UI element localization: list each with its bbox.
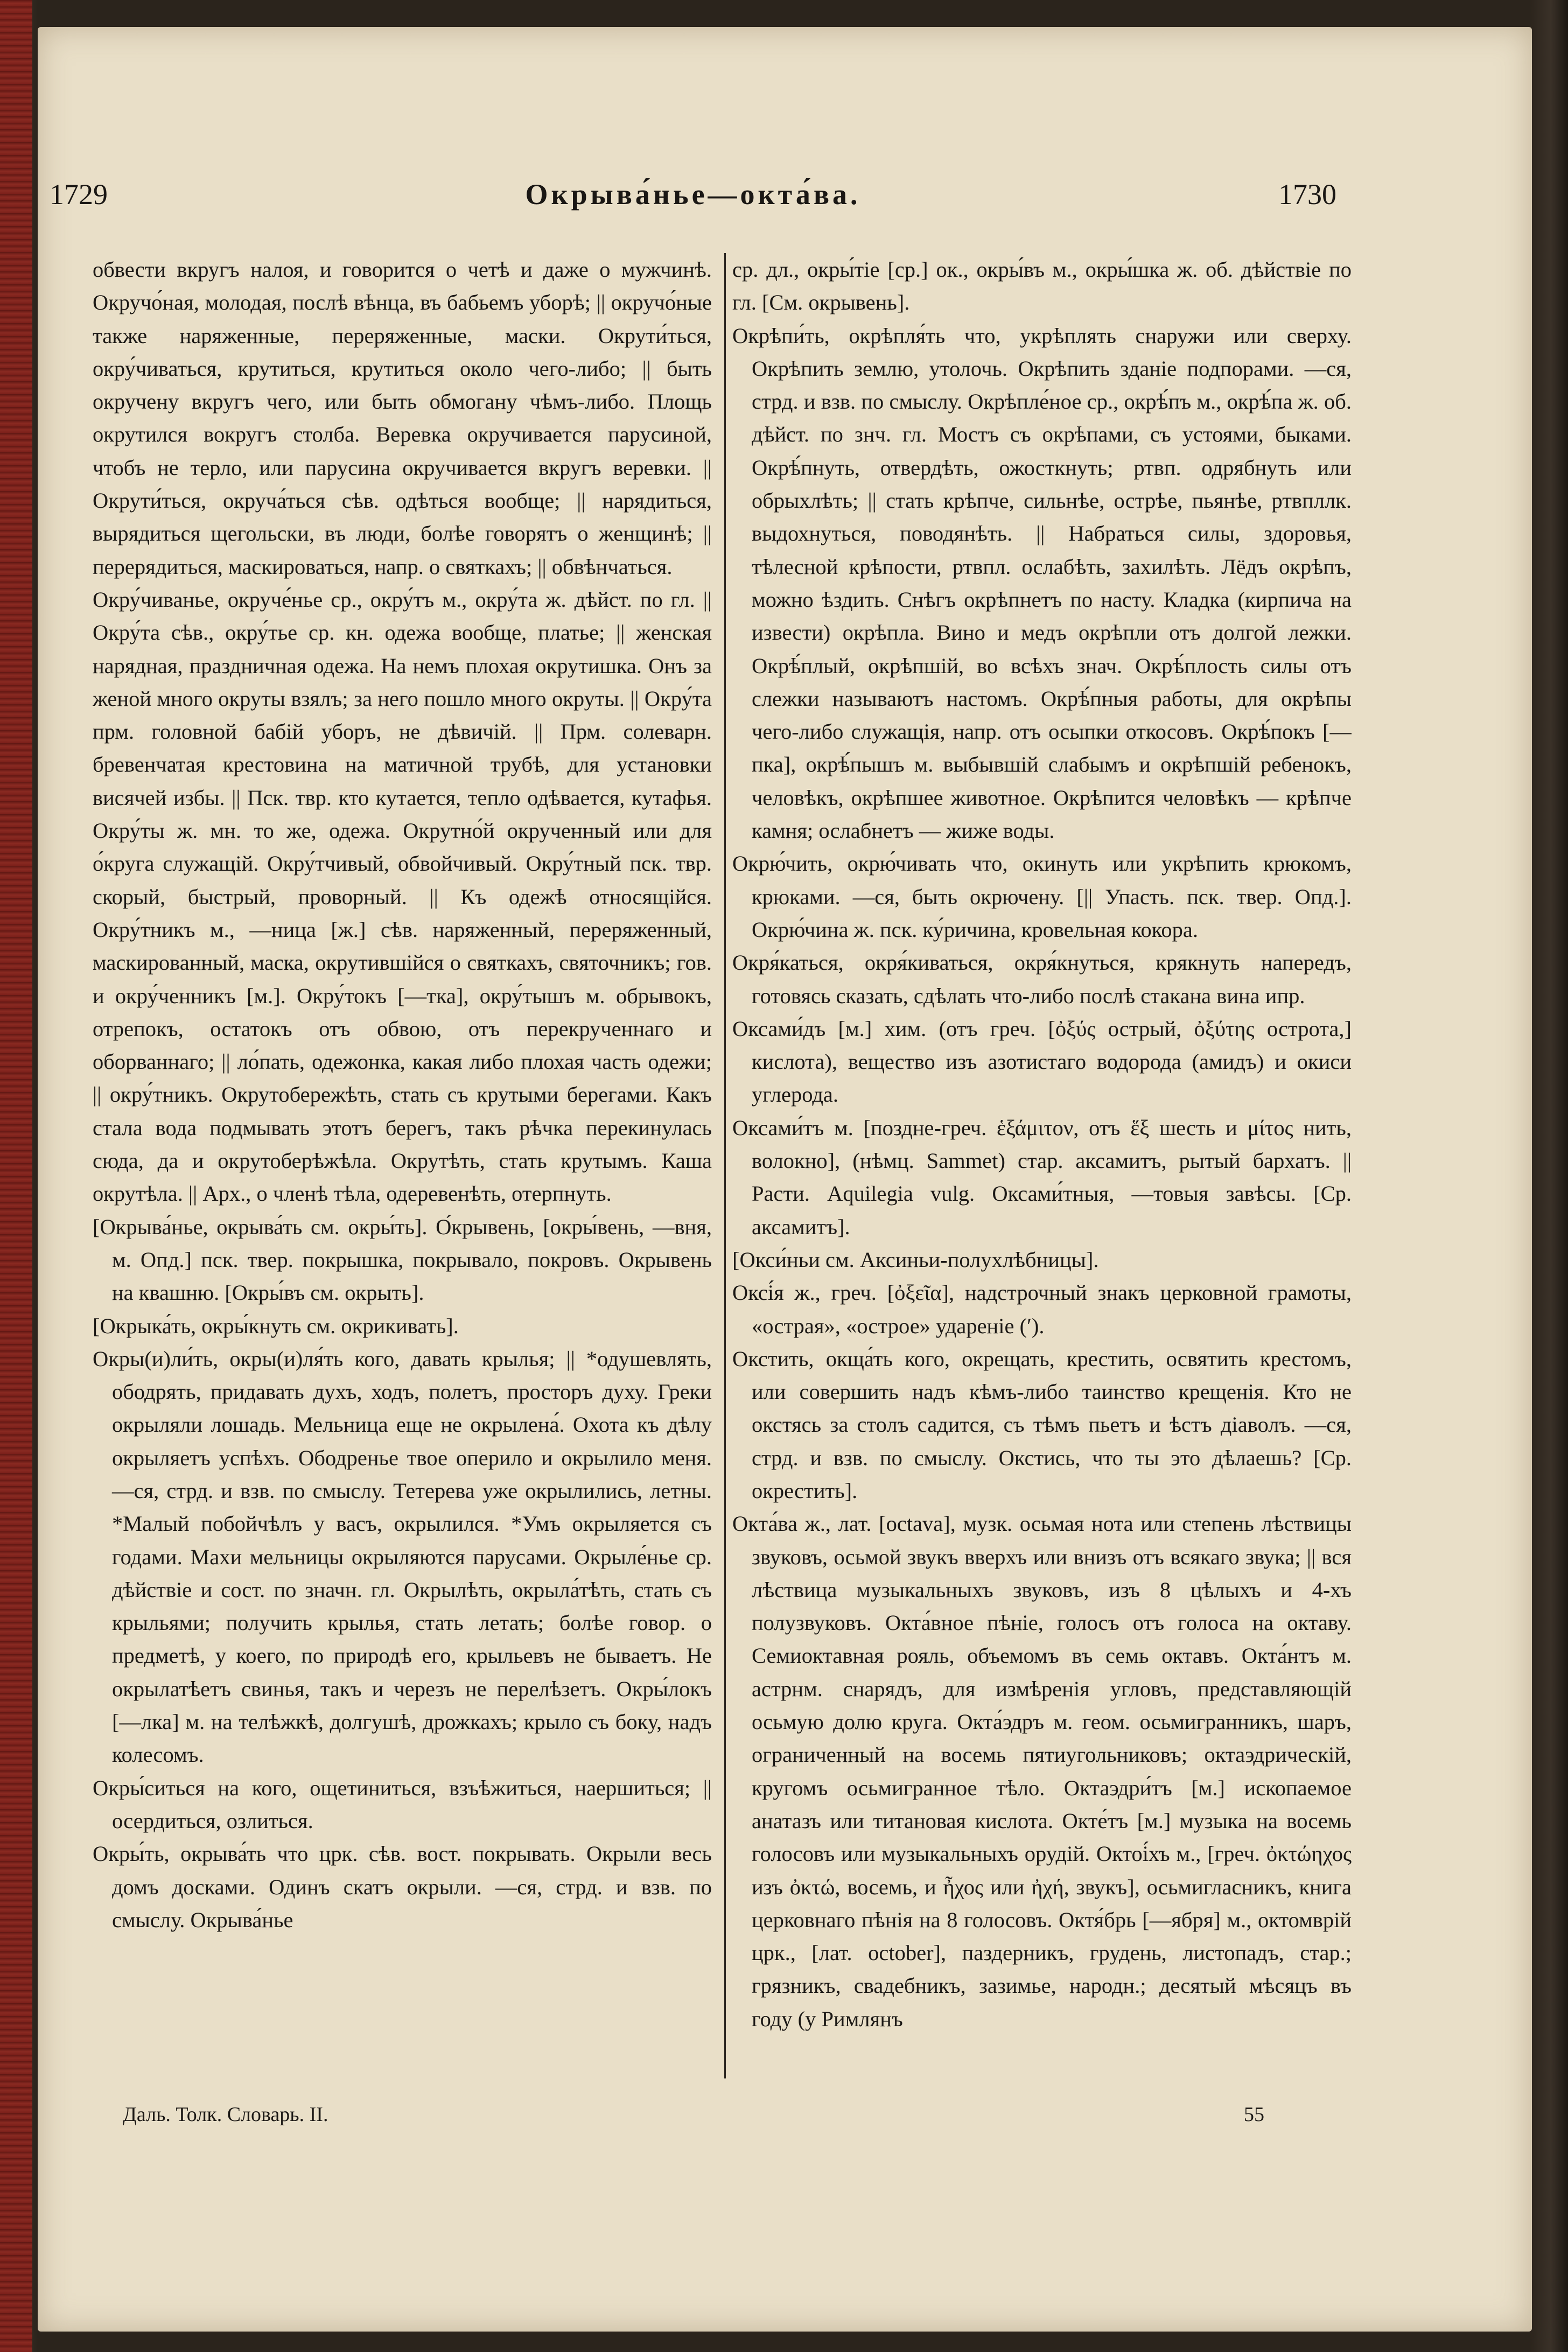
entry-paragraph: Окру́чиванье, окруче́нье ср., окру́тъ м., окру́та ж. дѣйст. по гл. || Окру́та сѣв., окру́тье ср. кн. одежа вообще, платье; || женская нарядная, праздничная одежа. На немъ плохая окрутишка. Онъ за женой много окруты взялъ; за него пошло много окруты. || Окру́та прм. головной бабій уборъ, не дѣвичій. || Прм. солеварн. бревенчатая крестовина на матичной трубѣ, для установки висячей избы. || Пск. твр. кто кутается, тепло одѣвается, кутафья. Окру́ты ж. мн. то же, одежа. Окрутно́й окрученный или для о́круга служащій. Окру́тчивый, обвойчивый. Окру́тный пск. твр. скорый, быстрый, проворный. || Къ одежѣ относящійся. Окру́тникъ м., —ница [ж.] сѣв. наряженный, переряженный, маскированный, маска, окрутившійся о святкахъ, святочникъ; гов. и окру́ченникъ [м.]. Окру́токъ [—тка], окру́тышъ м. обрывокъ, отрепокъ, остатокъ отъ обвою, отъ перекрученнаго и оборваннаго; || ло́пать, одежонка, какая либо плохая часть одежи; || окру́тникъ. Окрутобережѣть, стать съ крутыми берегами. Какъ стала вода подмывать этотъ берегъ, такъ рѣчка перекинулась сюда, да и окрутоберѣжѣла. Окрутѣть, стать крутымъ. Каша окрутѣла. || Арх., о членѣ тѣла, одеревенѣть, отерпнуть. <box>93 587 712 1206</box>
entry-paragraph: Оксами́тъ м. [поздне-греч. ἑξάμιτον, отъ ἕξ шесть и μίτος нить, волокно], (нѣмц. Sammet) стар. аксамитъ, рытый бархатъ. || Расти. Aquilegia vulg. Оксами́тныя, —товыя завѣсы. [Ср. аксамитъ]. <box>732 1115 1352 1239</box>
entry-paragraph: Окстить, окща́ть кого, окрещать, крестить, освятить крестомъ, или совершить надъ кѣмъ-либо таинство крещенія. Кто не окстясь за столъ садится, съ тѣмъ пьетъ и ѣстъ діаволъ. —ся, стрд. и взв. по смыслу. Окстись, что ты это дѣлаешь? [Ср. окрестить]. <box>732 1346 1352 1503</box>
book-binding-edge <box>0 0 32 2352</box>
entry-paragraph: Оксі́я ж., греч. [ὀξεῖα], надстрочный знакъ церковной грамоты, «острая», «острое» удареніе (ʹ). <box>732 1280 1352 1338</box>
column-divider <box>724 253 726 2078</box>
footer-signature: Даль. Толк. Словарь. II. <box>123 2103 328 2126</box>
entry-paragraph: Окры(и)ли́ть, окры(и)ля́ть кого, давать крылья; || *одушевлять, ободрять, придавать духъ, ходъ, полетъ, просторъ духу. Греки окрыляли лошадь. Мельница еще не окрылена́. Охота къ дѣлу окрыляетъ успѣхъ. Ободренье твое оперило и окрылило меня. —ся, стрд. и взв. по смыслу. Тетерева уже окрылились, летны. *Малый побойчѣлъ у васъ, окрылился. *Умъ окрыляется съ годами. Махи мельницы окрыляются парусами. Окрыле́нье ср. дѣйствіе и сост. по значн. гл. Окрылѣть, окрыла́тѣть, стать съ крыльями; получить крылья, стать летать; болѣе говор. о предметѣ, у коего, по природѣ его, крыльевъ не бываетъ. Не окрылатѣетъ свинья, такъ и черезъ не перелѣзетъ. Окры́локъ [—лка] м. на телѣжкѣ, долгушѣ, дрожкахъ; крыло съ боку, надъ колесомъ. <box>93 1346 712 1767</box>
page-header <box>50 178 1336 253</box>
left-text-column <box>93 253 712 2078</box>
right-text-column <box>732 253 1352 2078</box>
entry-paragraph: Окря́каться, окря́киваться, окря́кнуться, крякнуть напередъ, готовясь сказать, сдѣлать что-либо послѣ стакана вина ипр. <box>732 950 1352 1008</box>
footer-sheet-number: 55 <box>1244 2103 1264 2126</box>
left-column-number: 1729 <box>50 178 108 211</box>
entry-paragraph: Окры́ситься на кого, ощетиниться, взъѣжиться, наершиться; || осердиться, озлиться. <box>93 1775 712 1833</box>
right-column-number: 1730 <box>1278 178 1336 211</box>
entry-paragraph: Окры́ть, окрыва́ть что црк. сѣв. вост. покрывать. Окрыли весь домъ досками. Одинъ скатъ окрыли. —ся, стрд. и взв. по смыслу. Окрыва́нье <box>93 1842 712 1932</box>
entry-paragraph: Окрѣпи́ть, окрѣпля́ть что, укрѣплять снаружи или сверху. Окрѣпить землю, утолочь. Окрѣпить зданіе подпорами. —ся, стрд. и взв. по смыслу. Окрѣпле́ное ср., окрѣ́пъ м., окрѣ́па ж. об. дѣйст. по знч. гл. Мостъ съ окрѣпами, съ устоями, быками. Окрѣ́пнуть, отвердѣть, ожосткнуть; ртвп. одрябнуть или обрыхлѣть; || стать крѣпче, сильнѣе, острѣе, пьянѣе, ртвпллк. выдохнуться, поводянѣть. || Набраться силы, здоровья, тѣлесной крѣпости, ртвпл. ослабѣть, захилѣть. Лёдъ окрѣпъ, можно ѣздить. Снѣгъ окрѣпнетъ по насту. Кладка (кирпича на извести) окрѣпла. Вино и медъ окрѣпли отъ долгой лежки. Окрѣ́плый, окрѣпшій, во всѣхъ знач. Окрѣ́плость силы отъ слежки называютъ настомъ. Окрѣ́пныя работы, для окрѣпы чего-либо служащія, напр. отъ осыпки откосовъ. Окрѣ́покъ [—пка], окрѣ́пышъ м. выбывшій слабымъ и окрѣпшій ребенокъ, человѣкъ, окрѣпшее животное. Окрѣпится человѣкъ — крѣпче камня; ослабнетъ — жиже воды. <box>732 323 1352 843</box>
entry-paragraph: [Окрыва́нье, окрыва́ть см. окры́ть]. О́крывень, [окры́вень, —вня, м. Опд.] пск. твер. покрышка, покрывало, покровъ. Окрывень на квашню. [Окры́въ см. окрыть]. <box>93 1214 712 1305</box>
entry-paragraph: обвести вкругъ налоя, и говорится о четѣ и даже о мужчинѣ. Окручо́ная, молодая, послѣ вѣнца, въ бабьемъ уборѣ; || окручо́ные также наряженные, переряженные, маски. Окрути́ться, окру́чиваться, крутиться, крутиться около чего-либо; || быть окручену вкругъ чего, или быть обмогану чѣмъ-либо. Площь окрутился вокругъ столба. Веревка окручивается парусиной, чтобъ не терло, или парусина окручивается вкругъ веревки. || Окрути́ться, окруча́ться сѣв. одѣться вообще; || нарядиться, вырядиться щегольски, въ люди, болѣе говорятъ о женщинѣ; || перерядиться, маскироваться, напр. о святкахъ; || обвѣнчаться. <box>93 257 712 579</box>
entry-paragraph: [Окси́ньи см. Аксиньи-полухлѣбницы]. <box>732 1247 1099 1272</box>
entry-paragraph: Окрю́чить, окрю́чивать что, окинуть или укрѣпить крюкомъ, крюками. —ся, быть окрючену. [|| Упасть. пск. твер. Опд.]. Окрю́чина ж. пск. ку́ричина, кровельная кокора. <box>732 851 1352 942</box>
entry-paragraph: [Окрыка́ть, окры́кнуть см. окрикивать]. <box>93 1313 459 1338</box>
entry-paragraph: Оксами́дъ [м.] хим. (отъ греч. [ὀξύς острый, ὀξύτης острота,] кислота), вещество изъ азотистаго водорода (амидъ) и окиси углерода. <box>732 1016 1352 1107</box>
entry-paragraph: ср. дл., окры́тіе [ср.] ок., окры́въ м., окры́шка ж. об. дѣйствіе по гл. [См. окрывень]. <box>732 257 1352 315</box>
running-title: Окрыва́нье—окта́ва. <box>525 178 861 211</box>
entry-paragraph: Окта́ва ж., лат. [octava], музк. осьмая нота или степень лѣствицы звуковъ, осьмой звукъ вверхъ или внизъ отъ всякаго звука; || вся лѣствица музыкальныхъ звуковъ, изъ 8 цѣлыхъ и 4-хъ полузвуковъ. Окта́вное пѣніе, голосъ отъ голоса на октаву. Семиоктавная рояль, объемомъ въ семь октавъ. Окта́нтъ м. астрнм. снарядъ, для измѣренія угловъ, представляющій осьмую долю круга. Окта́эдръ м. геом. осьмигранникъ, шаръ, ограниченный на восемь пятиугольниковъ; октаэдрическій, кругомъ осьмигранное тѣло. Октаэдри́тъ [м.] ископаемое анатазъ или титановая кислота. Окте́тъ [м.] музыка на восемь голосовъ или музыкальныхъ орудій. Октоі́хъ м., [греч. ὀκτώηχος изъ ὀκτώ, восемь, и ἦχος или ἠχή, звукъ], осьмигласникъ, книга церковнаго пѣнія на 8 голосовъ. Октя́брь [—ября] м., октомврій црк., [лат. october], паздерникъ, грудень, листопадъ, стар.; грязникъ, свадебникъ, зазимье, народн.; десятый мѣсяцъ въ году (у Римлянъ <box>732 1511 1352 2031</box>
